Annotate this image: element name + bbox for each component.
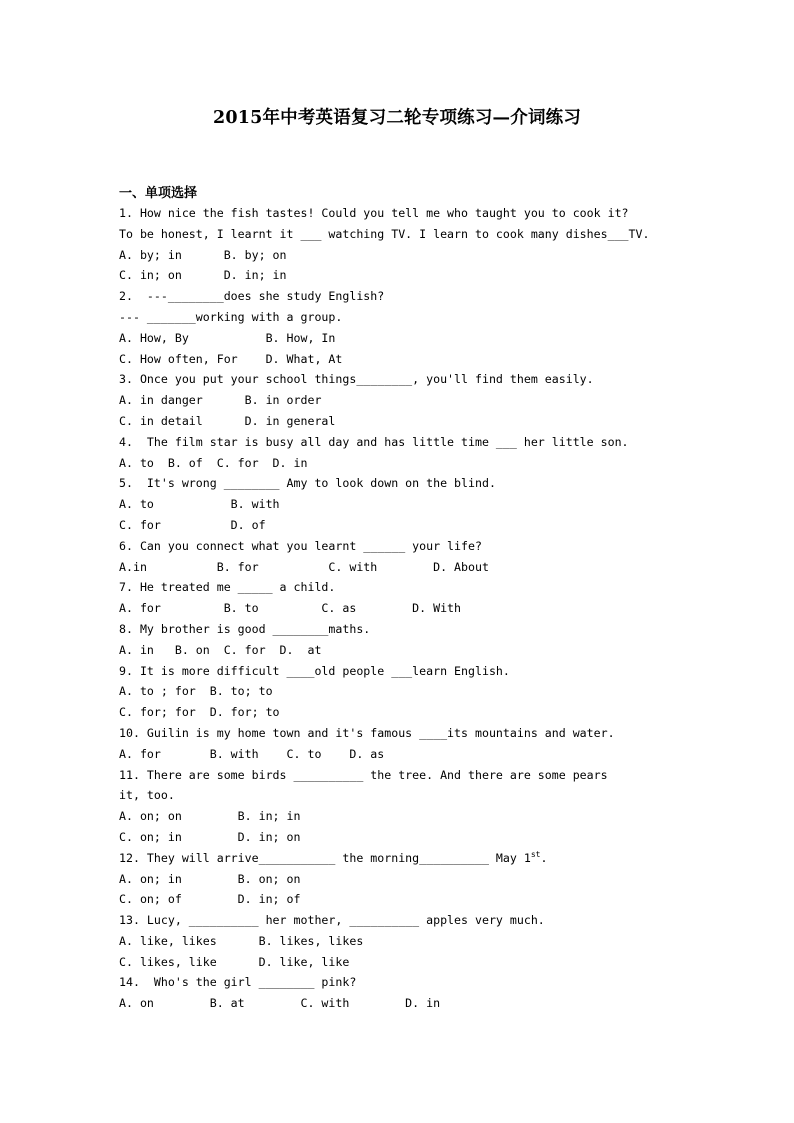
text-line: A. to B. of C. for D. in [119,455,308,470]
line-tail-text: . [540,850,548,865]
text-line: 11. There are some birds __________ the tree. And there are some pears [119,767,608,782]
text-line [119,848,679,869]
text-line: To be honest, I learnt it ___ watching TV. I learn to cook many dishes___TV. [119,226,650,241]
text-line: A.in B. for C. with D. About [119,559,489,574]
text-line: C. in; on D. in; in [119,268,287,283]
text-line: A. by; in B. by; on [119,247,287,262]
page-title: 2015年中考英语复习二轮专项练习—介词练习 [212,108,582,128]
text-line: 3. Once you put your school things________, you'll find them easily. [119,372,594,387]
text-line: 13. Lucy, __________ her mother, __________ apples very much. [119,913,545,928]
text-line: 9. It is more difficult ____old people ___learn English. [119,663,510,678]
text-line: C. for D. of [119,517,266,532]
question-list [119,203,679,1014]
text-line: 10. Guilin is my home town and it's famous ____its mountains and water. [119,725,615,740]
text-line: A. for B. to C. as D. With [119,601,462,616]
text-line: C. on; in D. in; on [119,829,301,844]
text-line: A. like, likes B. likes, likes [119,933,364,948]
text-line: C. in detail D. in general [119,413,336,428]
text-line: A. on; on B. in; in [119,809,301,824]
text-line: C. for; for D. for; to [119,705,280,720]
ordinal-superscript: st [530,849,541,859]
text-line: A. How, By B. How, In [119,330,336,345]
text-line: 6. Can you connect what you learnt ______ your life? [119,538,482,553]
text-line: C. likes, like D. like, like [119,954,350,969]
text-line: C. How often, For D. What, At [119,351,343,366]
text-line: A. in danger B. in order [119,393,322,408]
text-line: A. to B. with [119,497,280,512]
section-heading: 一、单项选择 [119,186,198,201]
text-line: A. in B. on C. for D. at [119,642,322,657]
text-line: 8. My brother is good ________maths. [119,621,371,636]
text-line: 7. He treated me _____ a child. [119,580,336,595]
text-line: 1. How nice the fish tastes! Could you tell me who taught you to cook it? [119,206,629,220]
text-line: 4. The film star is busy all day and has little time ___ her little son. [119,434,629,449]
line-main-text: 12. They will arrive___________ the morning__________ May 1 [119,850,531,865]
text-line: A. on; in B. on; on [119,871,301,886]
text-line: A. on B. at C. with D. in [119,996,441,1011]
text-line: A. for B. with C. to D. as [119,746,385,761]
text-line: 2. ---________does she study English? [119,289,385,304]
text-line: 14. Who's the girl ________ pink? [119,975,357,990]
text-line: C. on; of D. in; of [119,892,301,907]
text-line: it, too. [119,788,175,803]
text-line: 5. It's wrong ________ Amy to look down on the blind. [119,476,496,491]
text-line: --- _______working with a group. [119,309,343,324]
text-line: A. to ; for B. to; to [119,684,273,699]
